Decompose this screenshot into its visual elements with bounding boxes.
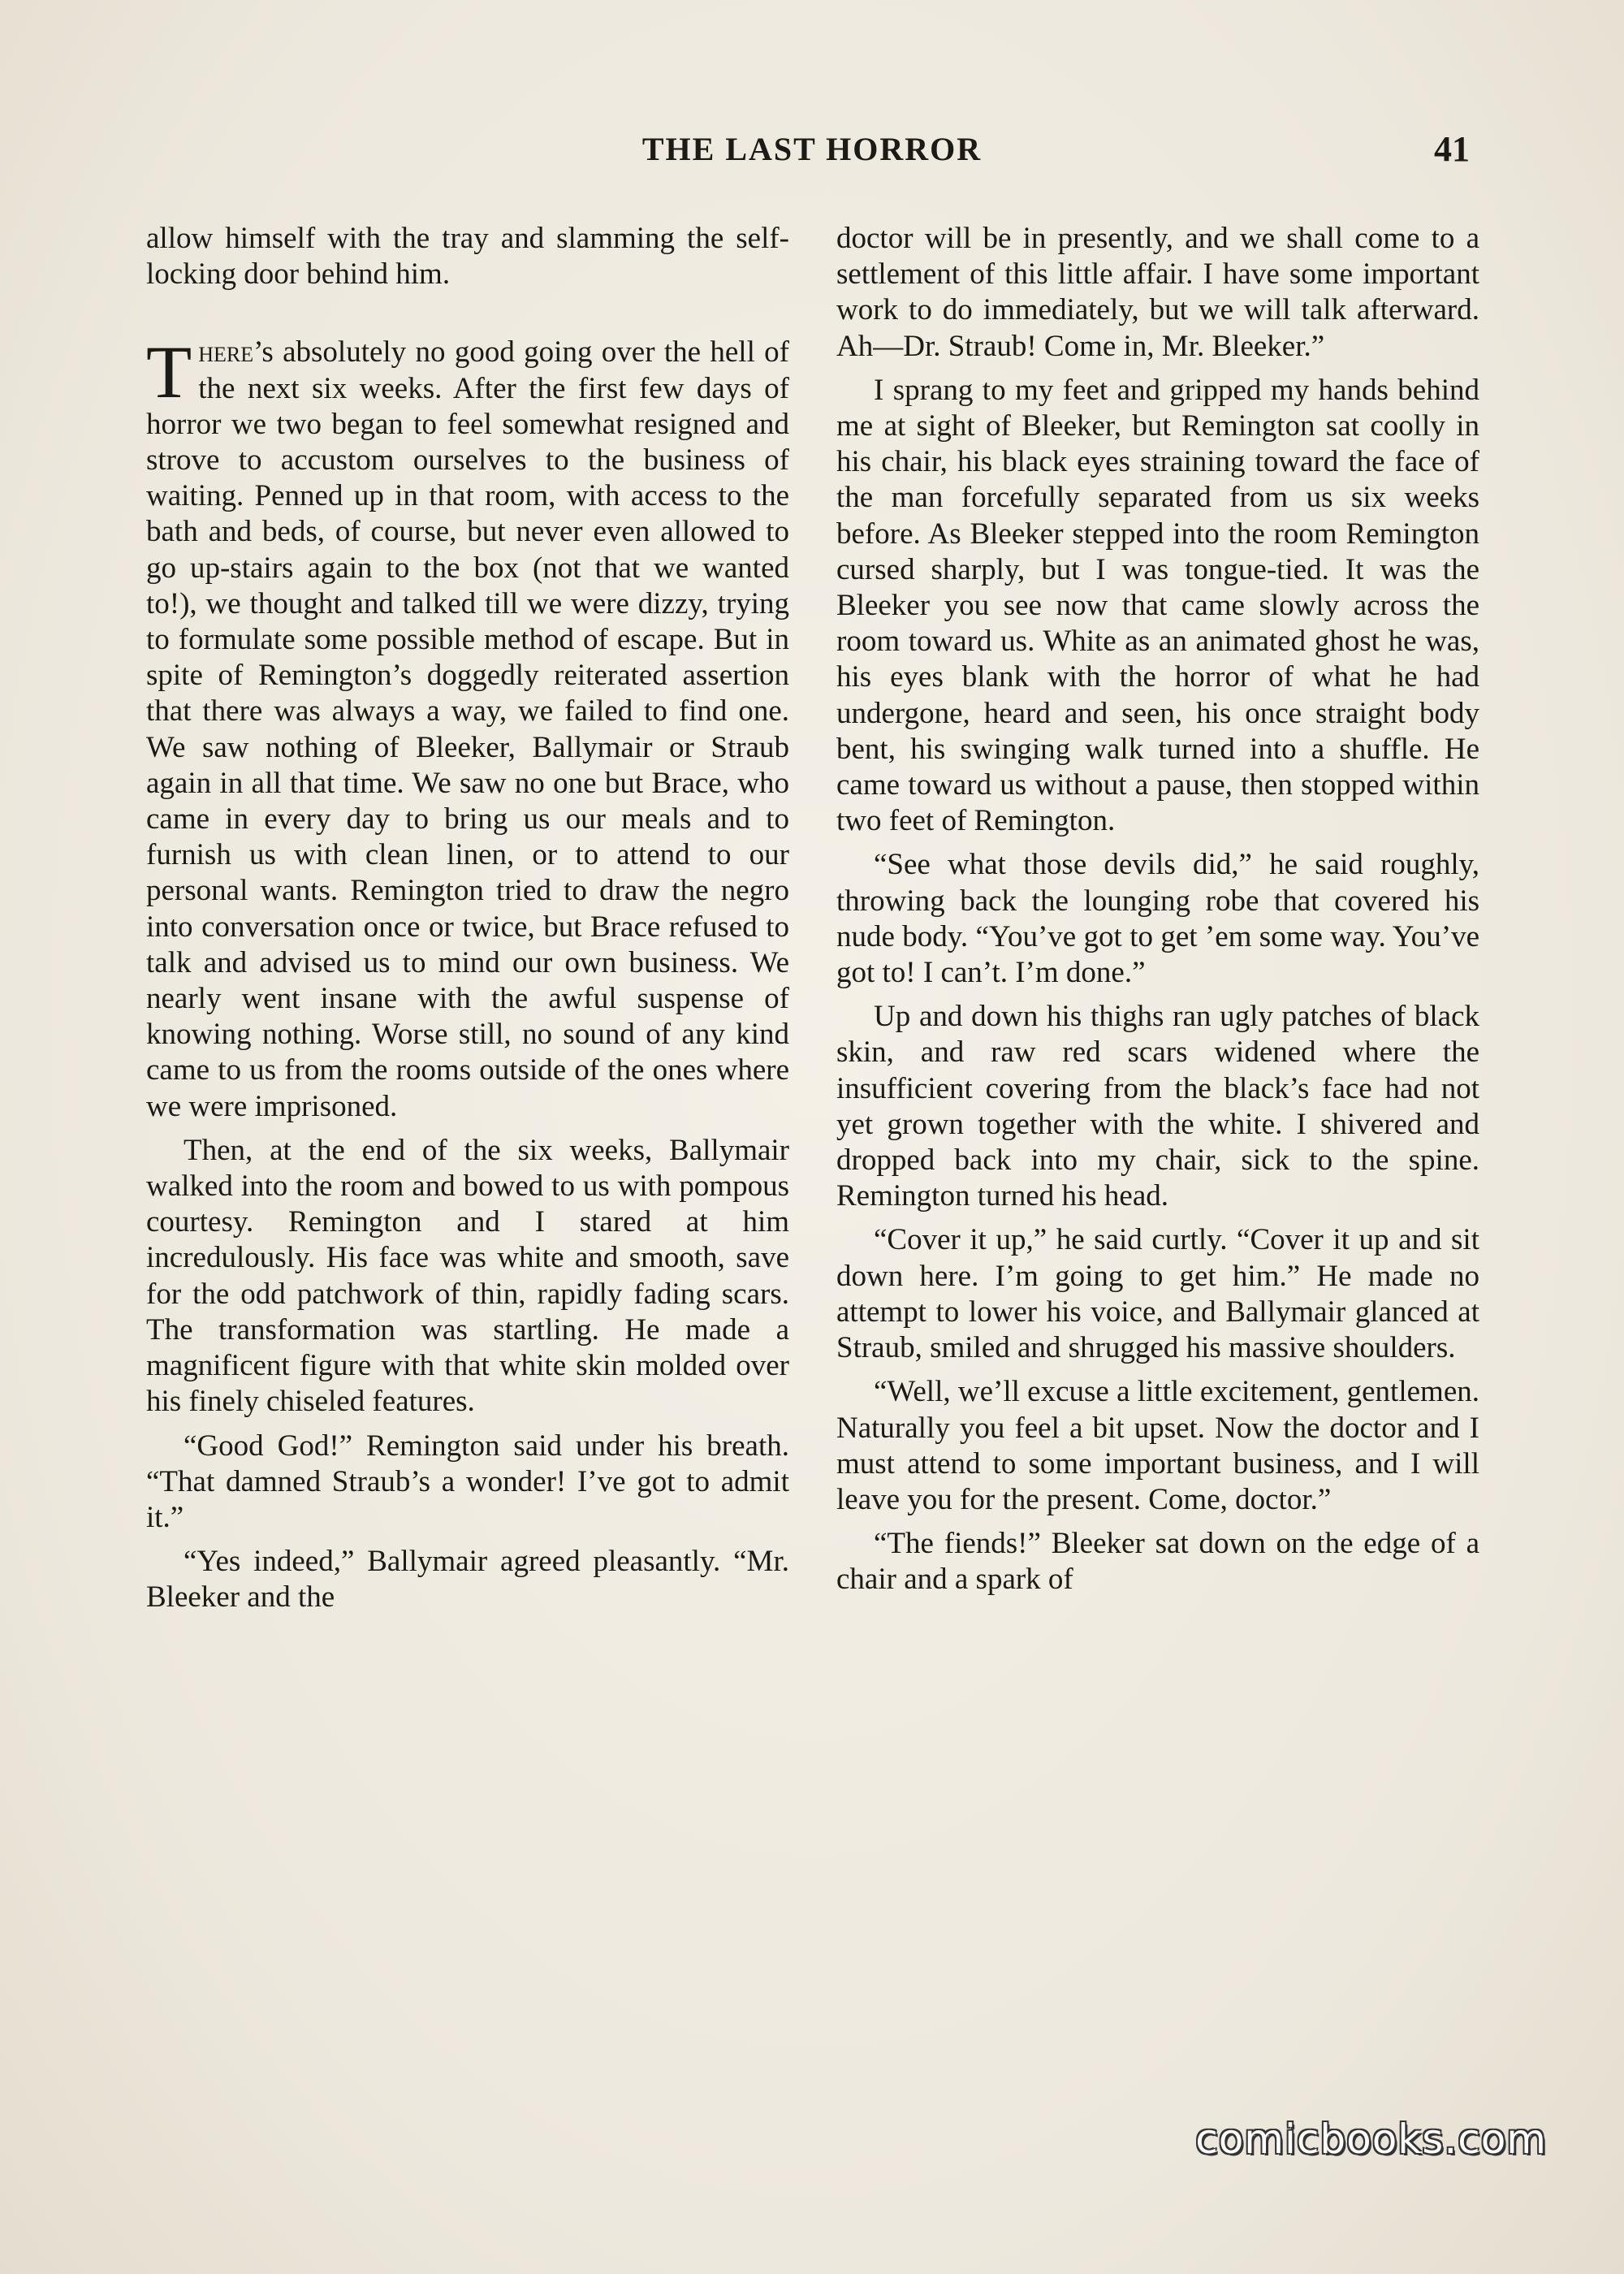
- paragraph-dropcap: [146, 331, 789, 1124]
- paragraph: allow himself with the tray and slamming the self-locking door behind him.: [146, 222, 789, 292]
- smallcaps-lead: here: [198, 335, 254, 370]
- paragraph: I sprang to my feet and gripped my hands behind me at sight of Bleeker, but Remington sat coolly in his chair, his black eyes straining toward the face of the man forcefully separated from us six weeks before. As Bleeker stepped into the room Remington cursed sharply, but I was tongue-tied. It was the Bleeker you see now that came slowly across the room toward us. White as an animated ghost he was, his eyes blank with the horror of what he had undergone, heard and seen, his once straight body bent, his swinging walk turned into a shuffle. He came toward us without a pause, then stopped within two feet of Remington.: [836, 373, 1479, 838]
- paragraph: “Good God!” Remington said under his breath. “That damned Straub’s a wonder! I’ve got to admit it.”: [146, 1429, 789, 1534]
- paragraph: “Well, we’ll excuse a little excitement, gentlemen. Naturally you feel a bit upset. Now the doctor and I must attend to some important business, and I will leave you for the present. Come, doctor.”: [836, 1375, 1479, 1516]
- paragraph-text: ’s absolutely no good going over the hell of the next six weeks. After the first few days of horror we two began to feel somewhat resigned and strove to accustom ourselves to the business of waiting. Penned up in that room, with access to the bath and beds, of course, but never even allowed to go up-stairs again to the box (not that we wanted to!), we thought and talked till we were dizzy, trying to formulate some possible method of escape. But in spite of Remington’s doggedly reiterated assertion that there was always a way, we failed to find one. We saw nothing of Bleeker, Ballymair or Straub again in all that time. We saw no one but Brace, who came in every day to bring us our meals and to furnish us with clean linen, or to attend to our personal wants. Remington tried to draw the negro into conversation once or twice, but Brace refused to talk and advised us to mind our own business. We nearly went insane with the awful suspense of knowing nothing. Worse still, no sound of any kind came to us from the rooms outside of the ones where we were imprisoned.: [146, 335, 789, 1123]
- paragraph: “Yes indeed,” Ballymair agreed pleasantly. “Mr. Bleeker and the: [146, 1545, 789, 1615]
- page-number: 41: [1434, 129, 1470, 169]
- running-title: THE LAST HORROR: [641, 131, 983, 167]
- paragraph: “See what those devils did,” he said roughly, throwing back the lounging robe that covered his nude body. “You’ve got to get ’em some way. You’ve got to! I can’t. I’m done.”: [836, 848, 1479, 990]
- left-column: [146, 221, 789, 1624]
- paragraph: “The fiends!” Bleeker sat down on the edge of a chair and a spark of: [836, 1527, 1479, 1597]
- paragraph: Up and down his thighs ran ugly patches of black skin, and raw red scars widened where the insufficient covering from the black’s face had not yet grown together with the white. I shivered and dropped back into my chair, sick to the spine. Remington turned his head.: [836, 1000, 1479, 1213]
- paragraph: “Cover it up,” he said curtly. “Cover it up and sit down here. I’m going to get him.” He made no attempt to lower his voice, and Ballymair glanced at Straub, smiled and shrugged his massive shoulders.: [836, 1223, 1479, 1365]
- right-column: [836, 221, 1479, 1606]
- page-header: [146, 130, 1478, 179]
- paragraph: Then, at the end of the six weeks, Ballymair walked into the room and bowed to us with pompous courtesy. Remington and I stared at him incredulously. His face was white and smooth, save for the odd patchwork of thin, rapidly fading scars. The transformation was startling. He made a magnificent figure with that white skin molded over his finely chiseled features.: [146, 1133, 789, 1419]
- paragraph: doctor will be in presently, and we shall come to a settlement of this little affair. I have some important work to do immediately, but we will talk afterward. Ah—Dr. Straub! Come in, Mr. Bleeker.”: [836, 222, 1479, 363]
- watermark: comicbooks.com: [1195, 2116, 1547, 2163]
- drop-cap: T: [146, 331, 192, 414]
